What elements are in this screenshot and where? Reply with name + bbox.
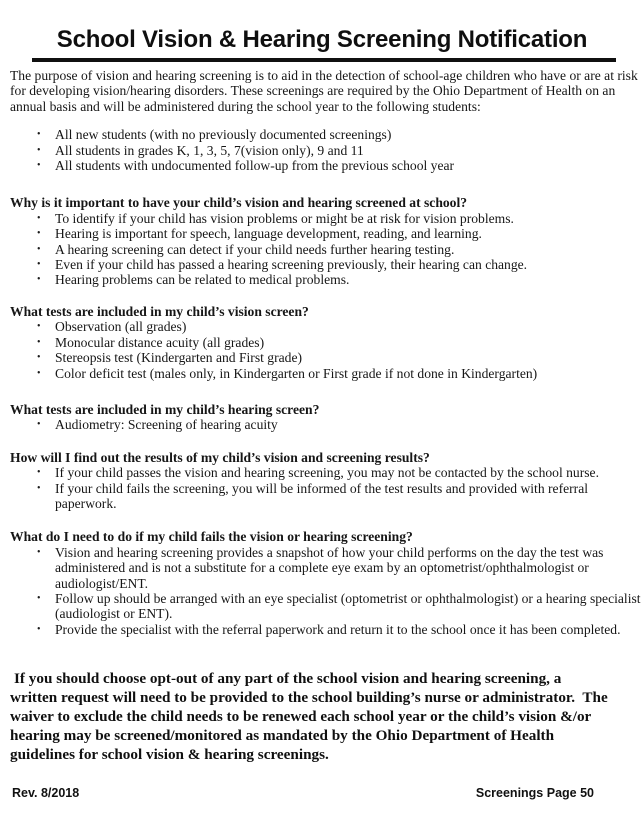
- bullet-text: [55, 417, 278, 432]
- list-item: [37, 545, 640, 591]
- sections-container: [10, 195, 640, 637]
- text-line: A hearing screening can detect if your child needs further hearing testing.: [55, 241, 455, 257]
- bullet-text: [55, 465, 599, 480]
- list-item: [37, 622, 640, 637]
- revision-label: Rev. 8/2018: [12, 786, 80, 800]
- text-line: annual basis and will be administered during the school year to the following students:: [10, 98, 481, 114]
- text-line: audiologist/ENT.: [55, 575, 149, 591]
- section-heading: Why is it important to have your child’s vision and hearing screened at school?: [10, 195, 468, 211]
- text-line: Provide the specialist with the referral paperwork and return it to the school once it has been completed.: [55, 621, 621, 637]
- list-item: [37, 242, 640, 257]
- text-line: Audiometry: Screening of hearing acuity: [55, 417, 278, 433]
- bullet-text: [55, 242, 454, 257]
- text-line: All students with undocumented follow-up from the previous school year: [55, 158, 455, 174]
- text-line: paperwork.: [55, 495, 117, 511]
- text-line: If your child passes the vision and hearing screening, you may not be contacted by the school nurse.: [55, 465, 599, 481]
- text-line: (audiologist or ENT).: [55, 606, 173, 622]
- text-line: for developing vision/hearing disorders. These screenings are required by the Ohio Department of Health on an: [10, 83, 616, 99]
- bullet-text: [55, 319, 186, 334]
- bullet-icon: •: [37, 243, 41, 255]
- section: [10, 195, 640, 287]
- bullet-text: [55, 545, 603, 591]
- page-title: School Vision & Hearing Screening Notification: [56, 26, 588, 53]
- section: [10, 450, 640, 512]
- text-line: Follow up should be arranged with an eye specialist (optometrist or ophthalmologist) or a hearing specialist: [55, 590, 641, 606]
- bullet-icon: •: [37, 623, 41, 635]
- text-line: administered and is not a substitute for a complete eye exam by an optometrist/ophthalmologist or: [55, 560, 589, 576]
- list-item: [37, 335, 640, 350]
- list-item: [37, 211, 640, 226]
- bullet-text: [55, 481, 588, 512]
- bullet-icon: •: [37, 482, 41, 494]
- bullet-icon: •: [37, 419, 41, 431]
- list-item: [37, 417, 640, 432]
- bullet-icon: •: [37, 592, 41, 604]
- bullet-text: [55, 158, 454, 173]
- text-line: Stereopsis test (Kindergarten and First grade): [55, 350, 303, 366]
- section-heading: What tests are included in my child’s hearing screen?: [10, 401, 320, 417]
- bullet-text: [55, 226, 482, 241]
- bullet-icon: •: [37, 212, 41, 224]
- list-item: [37, 481, 640, 512]
- bullet-text: [55, 127, 391, 142]
- bullet-icon: •: [37, 321, 41, 333]
- text-line: All students in grades K, 1, 3, 5, 7(vision only), 9 and 11: [55, 142, 364, 158]
- bullet-text: [55, 211, 514, 226]
- bullet-icon: •: [37, 336, 41, 348]
- page-footer: [12, 786, 594, 801]
- bullet-icon: •: [37, 129, 41, 141]
- bullet-text: [55, 257, 527, 272]
- text-line: Hearing is important for speech, language development, reading, and learning.: [55, 226, 482, 242]
- bullet-icon: •: [37, 274, 41, 286]
- bullet-text: [55, 591, 641, 622]
- bullet-icon: •: [37, 160, 41, 172]
- text-line: If you should choose opt-out of any part of the school vision and hearing screening, a: [14, 670, 562, 688]
- page-number-label: Screenings Page 50: [475, 786, 594, 800]
- list-item: [37, 257, 640, 272]
- list-item: [37, 591, 640, 622]
- text-line: hearing may be screened/monitored as mandated by the Ohio Department of Health: [10, 727, 555, 745]
- text-line: To identify if your child has vision problems or might be at risk for vision problems.: [55, 210, 514, 226]
- section: [10, 304, 640, 381]
- bullet-text: [55, 272, 349, 287]
- text-line: written request will need to be provided to the school building’s nurse or administrator. The: [10, 689, 608, 707]
- document-body: [0, 68, 644, 764]
- list-item: [37, 226, 640, 241]
- text-line: Color deficit test (males only, in Kindergarten or First grade if not done in Kindergarten): [55, 365, 538, 381]
- text-line: Monocular distance acuity (all grades): [55, 334, 265, 350]
- text-line: guidelines for school vision & hearing screenings.: [10, 746, 329, 764]
- intro-bullet-list: [10, 127, 640, 173]
- intro-paragraph: [10, 68, 640, 114]
- bullet-icon: •: [37, 467, 41, 479]
- bullet-icon: •: [37, 367, 41, 379]
- section: [10, 529, 640, 637]
- text-line: Even if your child has passed a hearing screening previously, their hearing can change.: [55, 257, 528, 273]
- section-heading: What tests are included in my child’s vision screen?: [10, 303, 309, 319]
- list-item: [37, 158, 640, 173]
- bullet-text: [55, 143, 364, 158]
- bullet-text: [55, 622, 620, 637]
- text-line: Hearing problems can be related to medical problems.: [55, 272, 350, 288]
- section-heading: What do I need to do if my child fails the vision or hearing screening?: [10, 529, 413, 545]
- text-line: Observation (all grades): [55, 319, 187, 335]
- bullet-icon: •: [37, 144, 41, 156]
- bullet-icon: •: [37, 228, 41, 240]
- bullet-text: [55, 366, 537, 381]
- text-line: waiver to exclude the child needs to be renewed each school year or the child’s vision &/or: [10, 708, 592, 726]
- bullet-text: [55, 350, 302, 365]
- optout-paragraph: [10, 669, 640, 764]
- text-line: If your child fails the screening, you will be informed of the test results and provided with referral: [55, 480, 589, 496]
- section: [10, 402, 640, 433]
- text-line: The purpose of vision and hearing screening is to aid in the detection of school-age children who have or are at risk: [10, 68, 638, 83]
- text-line: Vision and hearing screening provides a snapshot of how your child performs on the day the test was: [55, 544, 604, 560]
- list-item: [37, 127, 640, 142]
- title-divider: [32, 58, 616, 62]
- list-item: [37, 465, 640, 480]
- list-item: [37, 366, 640, 381]
- section-heading: How will I find out the results of my child’s vision and screening results?: [10, 449, 430, 465]
- list-item: [37, 143, 640, 158]
- list-item: [37, 350, 640, 365]
- bullet-icon: •: [37, 352, 41, 364]
- text-line: All new students (with no previously documented screenings): [55, 127, 392, 143]
- list-item: [37, 319, 640, 334]
- bullet-text: [55, 335, 264, 350]
- list-item: [37, 272, 640, 287]
- bullet-icon: •: [37, 546, 41, 558]
- bullet-icon: •: [37, 259, 41, 271]
